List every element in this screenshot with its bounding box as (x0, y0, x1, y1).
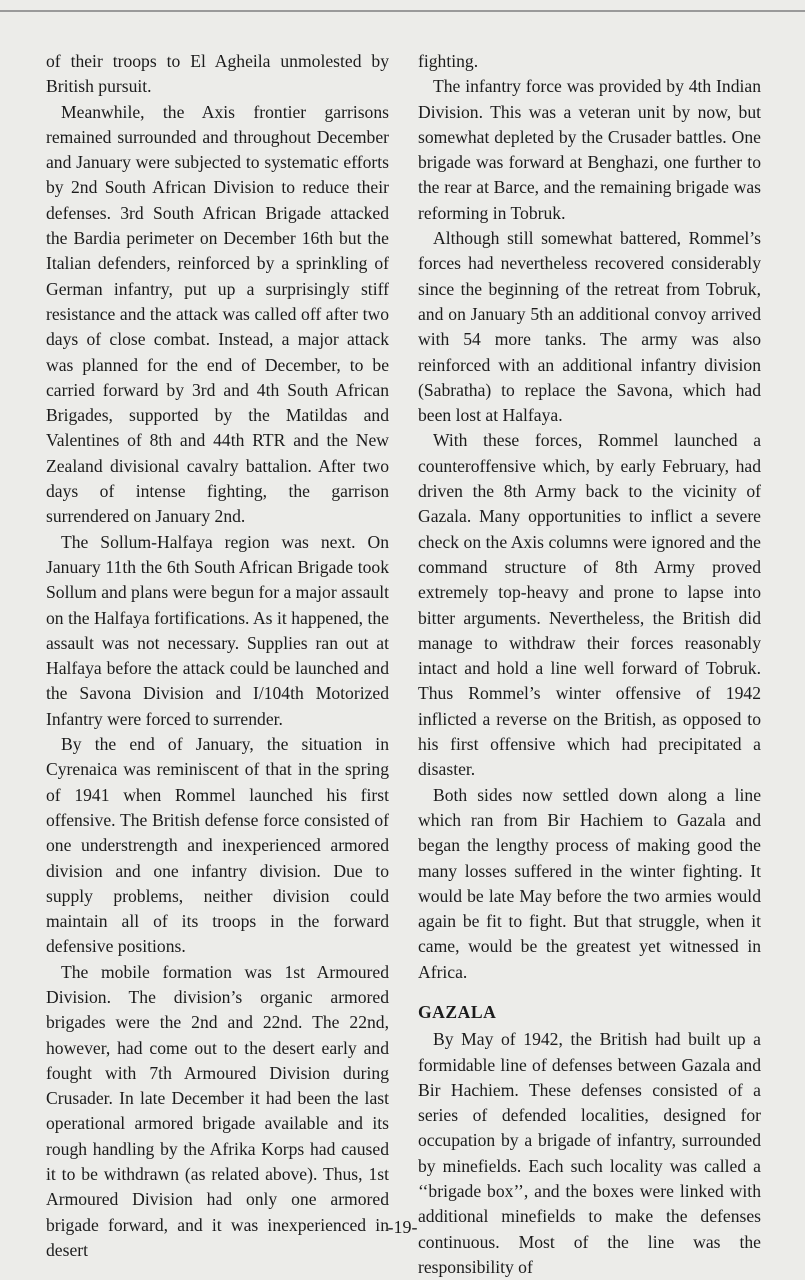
paragraph: With these forces, Rommel launched a counteroffensive which, by early February, had driven the 8th Army back to the vicinity of Gazala. Many opportunities to inflict a severe check on the Axis columns were ignored and the command structure of 8th Army proved extremely top-heavy and prone to lapse into bitter arguments. Nevertheless, the British did manage to withdraw their forces reasonably intact and hold a line well forward of Tobruk. Thus Rommel’s winter offensive of 1942 inflicted a reverse on the British, as opposed to his first offensive which had precipitated a disaster. (418, 430, 761, 780)
top-rule (0, 0, 805, 12)
paragraph: By May of 1942, the British had built up a formidable line of defenses between Gazala and Bir Hachiem. These defenses consisted of a series of defended localities, designed for occupation by a brigade of infantry, surrounded by minefields. Each such locality was called a ‘‘brigade box’’, and the boxes were linked with additional minefields to make the defenses continuous. Most of the line was the responsibility of (418, 1029, 761, 1277)
paragraph: Although still somewhat battered, Rommel’s forces had nevertheless recovered considerably since the beginning of the retreat from Tobruk, and on January 5th an additional convoy arrived with 54 more tanks. The army was also reinforced with an additional infantry division (Sabratha) to replace the Savona, which had been lost at Halfaya. (418, 228, 761, 426)
section-heading: GAZALA (418, 1001, 497, 1022)
left-column (46, 49, 389, 1263)
paragraph: The infantry force was provided by 4th Indian Division. This was a veteran unit by now, but somewhat depleted by the Crusader battles. One brigade was forward at Benghazi, one further to the rear at Barce, and the remaining brigade was reforming in Tobruk. (418, 76, 761, 223)
paragraph: of their troops to El Agheila unmolested by British pursuit. (46, 51, 389, 97)
paragraph: The Sollum-Halfaya region was next. On January 11th the 6th South African Brigade took Sollum and plans were begun for a major assault on the Halfaya fortifications. As it happened, the assault was not necessary. Supplies ran out at Halfaya before the attack could be launched and the Savona Division and I/104th Motorized Infantry were forced to surrender. (46, 531, 389, 729)
right-column (418, 49, 761, 1280)
paragraph: Meanwhile, the Axis frontier garrisons remained surrounded and throughout December and January were subjected to systematic efforts by 2nd South African Division to reduce their defenses. 3rd South African Brigade attacked the Bardia perimeter on December 16th but the Italian defenders, reinforced by a sprinkling of German infantry, put up a surprisingly stiff resistance and the attack was called off after two days of close combat. Instead, a major attack was planned for the end of December, to be carried forward by 3rd and 4th South African Brigades, supported by the Matildas and Valentines of 8th and 44th RTR and the New Zealand divisional cavalry battalion. After two days of intense fighting, the garrison surrendered on January 2nd. (46, 101, 389, 527)
page-number: -19- (387, 1217, 418, 1237)
paragraph: Both sides now settled down along a line which ran from Bir Hachiem to Gazala and began the lengthy process of making good the many losses suffered in the winter fighting. It would be late May before the two armies would again be fit to fight. But that struggle, when it came, would be the greatest yet witnessed in Africa. (418, 784, 761, 982)
paragraph: The mobile formation was 1st Armoured Division. The division’s organic armored brigades were the 2nd and 22nd. The 22nd, however, had come out to the desert early and fought with 7th Armoured Division during Crusader. In late December it had been the last operational armored brigade available and its rough handling by the Afrika Korps had caused it to be withdrawn (as related above). Thus, 1st Armoured Division had only one armored brigade forward, and it was inexperienced in desert (46, 961, 389, 1260)
paragraph: By the end of January, the situation in Cyrenaica was reminiscent of that in the spring of 1941 when Rommel launched his first offensive. The British defense force consisted of one understrength and inexperienced armored division and one infantry division. Due to supply problems, neither division could maintain all of its troops in the forward defensive positions. (46, 734, 389, 957)
paragraph: fighting. (418, 51, 479, 71)
